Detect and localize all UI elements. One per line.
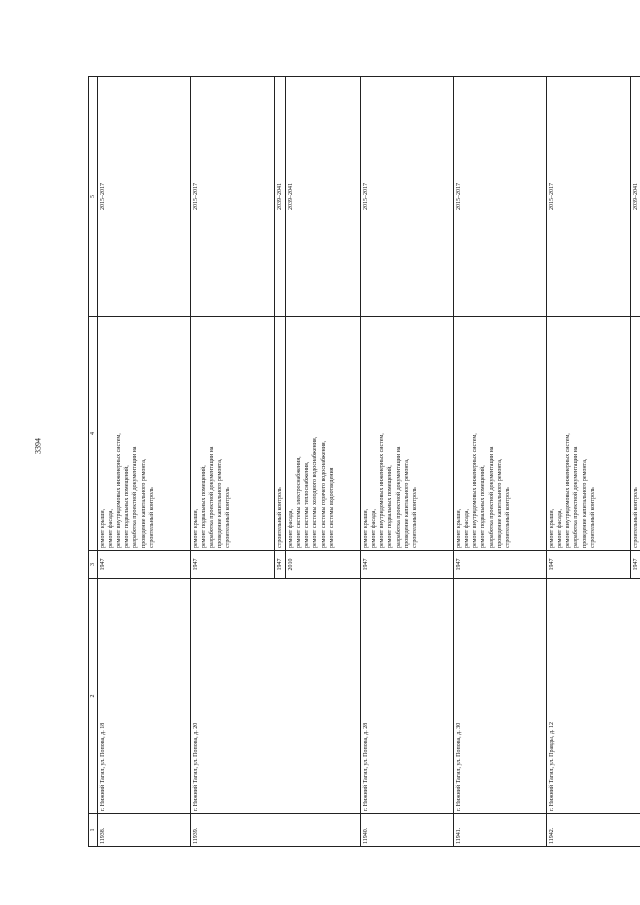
year-cell: 2010	[286, 551, 361, 579]
period-cell: 2015–2017	[191, 77, 275, 317]
year-cell: 1947	[191, 551, 275, 579]
period-cell: 2039–2041	[631, 77, 640, 317]
table-row	[361, 77, 454, 847]
address-cell: г. Нижний Тагил, ул. Попова, д. 18	[98, 579, 191, 814]
year-cell: 1947	[275, 551, 286, 579]
column-number-row	[89, 77, 98, 847]
address-cell: г. Нижний Тагил, ул. Попова, д. 20	[191, 579, 361, 814]
row-number-cell: 11942.	[547, 814, 640, 847]
period-cell: 2015–2017	[547, 77, 631, 317]
column-header: 3	[89, 551, 98, 579]
works-cell: ремонт крыши, ремонт фасада, ремонт внутридомовых инженерных систем, ремонт подвальных помещений, разработка проектной документации на проведение капитального ремонта, строительный контроль	[361, 317, 454, 551]
row-number-cell: 11939.	[191, 814, 361, 847]
year-cell: 1947	[631, 551, 640, 579]
column-header: 4	[89, 317, 98, 551]
works-cell: ремонт крыши, ремонт фасада, ремонт внутридомовых инженерных систем, ремонт подвальных помещений, разработка проектной документации на проведение капитального ремонта, строительный контроль	[98, 317, 191, 551]
year-cell: 1947	[454, 551, 547, 579]
period-cell: 2039–2041	[286, 77, 361, 317]
period-cell: 2015–2017	[361, 77, 454, 317]
column-header: 5	[89, 77, 98, 317]
table-row	[454, 77, 547, 847]
works-cell: строительный контроль	[275, 317, 286, 551]
year-cell: 1947	[98, 551, 191, 579]
row-number-cell: 11938.	[98, 814, 191, 847]
table-body	[98, 77, 640, 847]
works-cell: ремонт крыши, ремонт фасада, ремонт внутридомовых инженерных систем, ремонт подвальных помещений, разработка проектной документации на проведение капитального ремонта, строительный контроль	[454, 317, 547, 551]
works-cell: ремонт крыши, ремонт подвальных помещений, разработка проектной документации на проведение капитального ремонта, строительный контроль	[191, 317, 275, 551]
period-cell: 2039–2041	[275, 77, 286, 317]
table-row	[547, 77, 631, 847]
table-row	[191, 77, 275, 847]
address-cell: г. Нижний Тагил, ул. Правды, д. 12	[547, 579, 640, 814]
year-cell: 1947	[361, 551, 454, 579]
page-number: 3394	[33, 438, 43, 454]
works-cell: строительный контроль	[631, 317, 640, 551]
period-cell: 2015–2017	[454, 77, 547, 317]
address-cell: г. Нижний Тагил, ул. Попова, д. 28	[361, 579, 454, 814]
table-row	[98, 77, 191, 847]
year-cell: 1947	[547, 551, 631, 579]
repair-program-table	[88, 76, 640, 847]
rotated-table-container	[88, 77, 640, 847]
row-number-cell: 11940.	[361, 814, 454, 847]
period-cell: 2015–2017	[98, 77, 191, 317]
row-number-cell: 11941.	[454, 814, 547, 847]
works-cell: ремонт фасада, ремонт системы электроснабжения, ремонт системы теплоснабжения, ремонт системы холодного водоснабжения, ремонт системы горячего водоснабжения, ремонт системы водоотведения	[286, 317, 361, 551]
address-cell: г. Нижний Тагил, ул. Попова, д. 30	[454, 579, 547, 814]
works-cell: ремонт крыши, ремонт фасада, ремонт внутридомовых инженерных систем, разработка проектной документации на проведение капитального ремонта, строительный контроль	[547, 317, 631, 551]
column-header: 2	[89, 579, 98, 814]
column-header: 1	[89, 814, 98, 847]
